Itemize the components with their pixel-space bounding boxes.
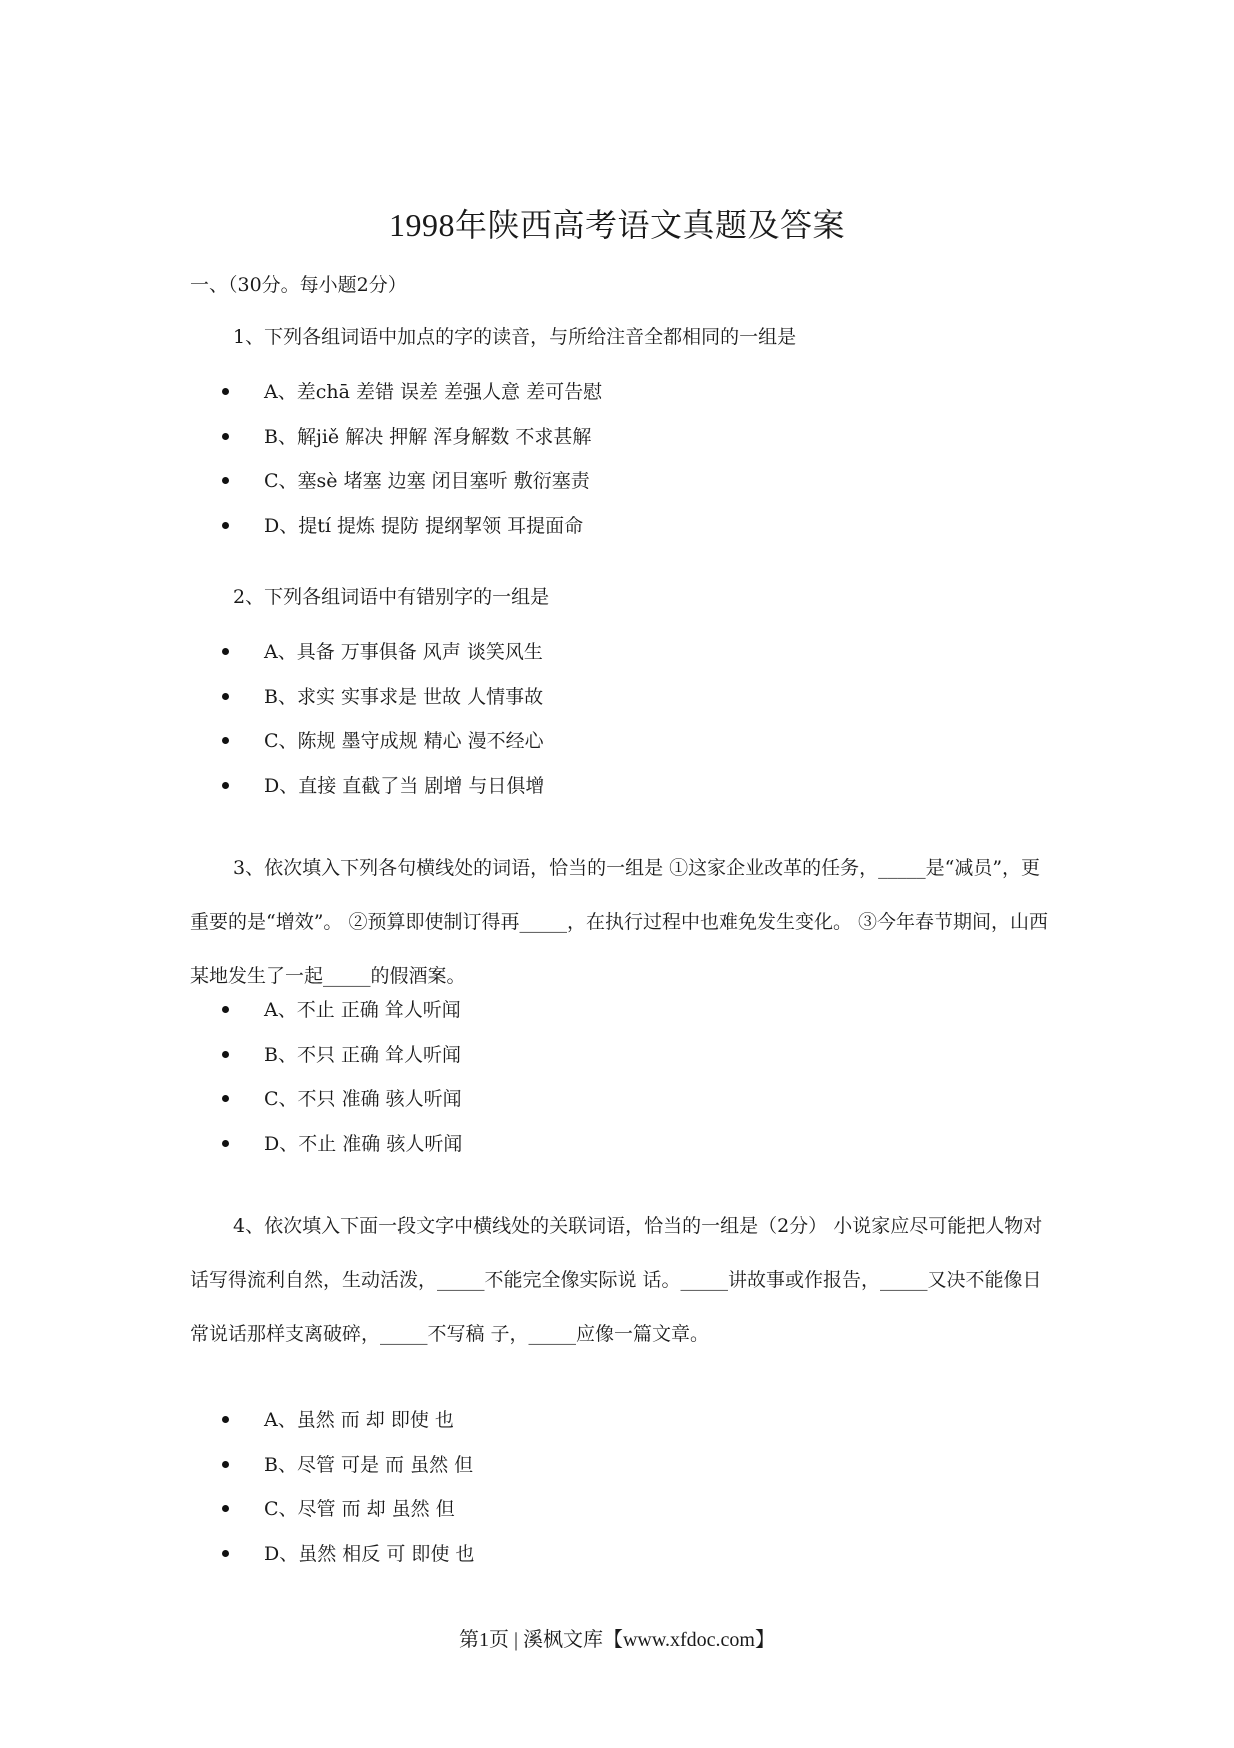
bullet-icon (222, 648, 229, 655)
option-text: A、具备 万事俱备 风声 谈笑风生 (264, 641, 543, 663)
option-text: C、陈规 墨守成规 精心 漫不经心 (264, 730, 544, 752)
option-text: D、提tí 提炼 提防 提纲挈领 耳提面命 (264, 514, 584, 537)
option-text: B、解jiě 解决 押解 浑身解数 不求甚解 (264, 425, 592, 448)
question-4-stem: 4、依次填入下面一段文字中横线处的关联词语，恰当的一组是（2分） 小说家应尽可能把人物对话写得流利自然，生动活泼，_____不能完全像实际说 话。_____讲故事或作报告，_____又决不能像日常说话那样支离破碎，_____不写稿 子，_____应像一篇文章。 (190, 1215, 1043, 1345)
option-text: C、不只 准确 骇人听闻 (264, 1088, 462, 1110)
bullet-icon (222, 1140, 229, 1147)
question-1-option-d (222, 511, 602, 556)
option-text: A、虽然 而 却 即使 也 (264, 1409, 454, 1431)
bullet-icon (222, 693, 229, 700)
question-2-option-c (222, 726, 544, 771)
question-2-option-d (222, 771, 544, 816)
section-heading: 一、（30分。每小题2分） (190, 274, 407, 296)
question-3-stem: 3、依次填入下列各句横线处的词语，恰当的一组是 ①这家企业改革的任务，_____是“减员”，更重要的是“增效”。 ②预算即使制订得再_____，在执行过程中也难免发生变化。 ③今年春节期间，山西某地发生了一起_____的假酒案。 (190, 857, 1049, 987)
bullet-icon (222, 1461, 229, 1468)
question-3-option-d (222, 1129, 462, 1174)
option-text: B、不只 正确 耸人听闻 (264, 1043, 462, 1066)
option-text: D、不止 准确 骇人听闻 (264, 1132, 463, 1155)
question-2-option-b (222, 682, 544, 727)
bullet-icon (222, 477, 229, 484)
question-3-options (222, 995, 462, 1173)
question-2-stem: 2、下列各组词语中有错别字的一组是 (233, 586, 550, 608)
question-3-option-a (222, 995, 462, 1040)
question-1-stem: 1、下列各组词语中加点的字的读音，与所给注音全都相同的一组是 (233, 326, 797, 348)
option-text: A、不止 正确 耸人听闻 (264, 999, 461, 1021)
question-1-options (222, 377, 602, 555)
bullet-icon (222, 1095, 229, 1102)
question-1-option-a (222, 377, 602, 422)
question-2-options (222, 637, 544, 815)
page-footer: 第1页 | 溪枫文库【www.xfdoc.com】 (458, 1629, 775, 1651)
bullet-icon (222, 388, 229, 395)
option-text: A、差chā 差错 误差 差强人意 差可告慰 (264, 381, 603, 403)
bullet-icon (222, 1416, 229, 1423)
document-title: 1998年陕西高考语文真题及答案 (388, 207, 845, 243)
option-text: B、求实 实事求是 世故 人情事故 (264, 685, 544, 708)
question-3-option-b (222, 1040, 462, 1085)
option-text: C、塞sè 堵塞 边塞 闭目塞听 敷衍塞责 (264, 470, 590, 492)
question-4-option-c (222, 1494, 474, 1539)
bullet-icon (222, 1006, 229, 1013)
question-1-option-b (222, 422, 602, 467)
bullet-icon (222, 737, 229, 744)
question-3-option-c (222, 1084, 462, 1129)
question-1-option-c (222, 466, 602, 511)
option-text: D、直接 直截了当 剧增 与日俱增 (264, 774, 545, 797)
question-4-option-a (222, 1405, 474, 1450)
question-4-options (222, 1405, 474, 1583)
bullet-icon (222, 1505, 229, 1512)
question-4-option-b (222, 1450, 474, 1495)
question-4-option-d (222, 1539, 474, 1584)
option-text: C、尽管 而 却 虽然 但 (264, 1498, 455, 1520)
option-text: D、虽然 相反 可 即使 也 (264, 1542, 475, 1565)
bullet-icon (222, 522, 229, 529)
bullet-icon (222, 1550, 229, 1557)
question-2-option-a (222, 637, 544, 682)
bullet-icon (222, 433, 229, 440)
option-text: B、尽管 可是 而 虽然 但 (264, 1453, 474, 1476)
bullet-icon (222, 782, 229, 789)
bullet-icon (222, 1051, 229, 1058)
